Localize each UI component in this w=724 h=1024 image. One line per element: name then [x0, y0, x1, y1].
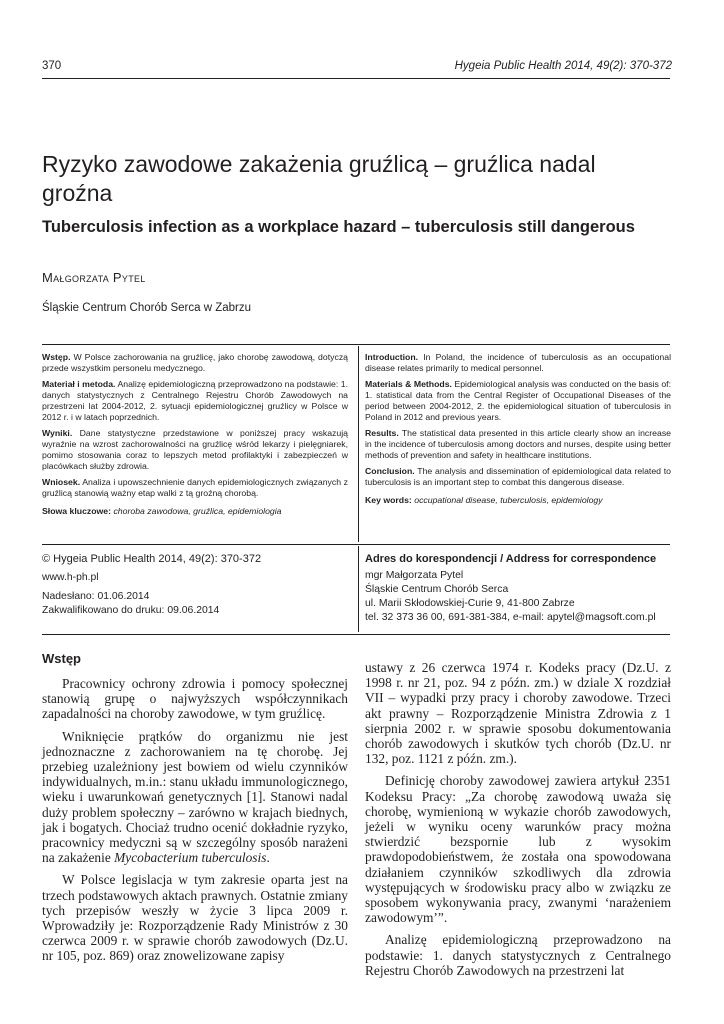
affiliation: Śląskie Centrum Chorób Serca w Zabrzu: [42, 302, 251, 314]
title-polish: Ryzyko zawodowe zakażenia gruźlicą – gruźlica nadal groźna: [42, 151, 596, 206]
website-link[interactable]: www.h-ph.pl: [42, 572, 99, 583]
correspondence-street: ul. Marii Skłodowskiej-Curie 9, 41-800 Zabrze: [365, 598, 575, 609]
correspondence-heading: Adres do korespondencji / Address for correspondence: [365, 553, 657, 565]
correspondence-info: [365, 552, 675, 625]
correspondence-name: mgr Małgorzata Pytel: [365, 570, 464, 581]
abstract-pl-intro: Wstęp. W Polsce zachorowania na gruźlicę, jako chorobę zawodową, dotyczą przede wszystkim personelu medycznego.: [42, 352, 348, 373]
abstract-en-methods: Materials & Methods. Epidemiological analysis was conducted on the basis of: 1. statistical data from the Central Register of Occupational Diseases of the period between 2004-2012, 2. the epidemiological situation of tuberculosis in Poland in 2012 and previous years.: [365, 379, 671, 422]
abstract-english: [365, 352, 671, 511]
info-bottom-rule: [42, 634, 670, 635]
abstract-pl-results: Wyniki. Dane statystyczne przedstawione w poniższej pracy wskazują wyraźnie na wzrost zachorowalności na gruźlicę wśród lekarzy i pielęgniarek, pomimo stosowania coraz to lepszych metod profilaktyki i zabezpieczeń w placówkach służby zdrowia.: [42, 428, 348, 471]
body-paragraph: Pracownicy ochrony zdrowia i pomocy społecznej stanowią grupę o najwyższych współczynnikach zapadalności na choroby zawodowe, w tym gruźlicę.: [42, 676, 348, 722]
accepted-date: Zakwalifikowano do druku: 09.06.2014: [42, 605, 220, 616]
body-paragraph: W Polsce legislacja w tym zakresie oparta jest na trzech podstawowych aktach prawnych. Ostatnie zmiany tych przepisów weszły w życie 3 lipca 2009 r. Wprowadziły je: Rozporządzenie Rady Ministrów z 30 czerwca 2009 r. w sprawie chorób zawodowych (Dz.U. nr 105, poz. 869) oraz znowelizowane zapisy: [42, 872, 348, 964]
correspondence-institution: Śląskie Centrum Chorób Serca: [365, 584, 509, 595]
abstract-top-rule: [42, 344, 670, 345]
body-column-right: [365, 660, 671, 985]
abstract-pl-conclusion: Wniosek. Analiza i upowszechnienie danych epidemiologicznych związanych z gruźlicą stanowią ważny etap walki z tą groźną chorobą.: [42, 477, 348, 498]
abstract-en-conclusion: Conclusion. The analysis and dissemination of epidemiological data related to tuberculosis is an important step to combat this dangerous disease.: [365, 466, 671, 487]
abstract-en-results: Results. The statistical data presented in this article clearly show an increase in the incidence of tuberculosis among doctors and nurses, despite using better methods of prevention and safety in healthcare institutions.: [365, 428, 671, 460]
body-column-left: [42, 676, 348, 971]
copyright-line: © Hygeia Public Health 2014, 49(2): 370-372: [42, 553, 262, 565]
author-name: Małgorzata Pytel: [42, 270, 146, 285]
publication-info: [42, 552, 348, 618]
body-paragraph: Definicję choroby zawodowej zawiera artykuł 2351 Kodeksu Pracy: „Za chorobę zawodową uważa się chorobę, wymienioną w wykazie chorób zawodowych, jeżeli w wyniku oceny warunków pracy można stwierdzić bezspornie lub z wysokim prawdopodobieństwem, że została ona spowodowana działaniem czynników szkodliwych dla zdrowia występujących w środowisku pracy albo w związku ze sposobem wykonywania pracy, zwanymi ‘narażeniem zawodowym’”.: [365, 773, 671, 926]
body-paragraph: Wniknięcie prątków do organizmu nie jest jednoznaczne z zachorowaniem na tę chorobę. Jej przebieg uzależniony jest bowiem od wielu czynników indywidualnych, m.in.: stanu układu immunologicznego, wieku i uwarunkowań genetycznych [1]. Stanowi nadal duży problem społeczny – zarówno w krajach biednych, jak i bogatych. Chociaż trudno ocenić dokładnie ryzyko, pracownicy medyczni są w szczególny sposób narażeni na zakażenie Mycobacterium tuberculosis.: [42, 728, 348, 866]
journal-citation: Hygeia Public Health 2014, 49(2): 370-372: [454, 60, 672, 72]
abstract-polish: [42, 352, 348, 522]
title-english: Tuberculosis infection as a workplace hazard – tuberculosis still dangerous: [42, 218, 635, 236]
body-paragraph: ustawy z 26 czerwca 1974 r. Kodeks pracy (Dz.U. z 1998 r. nr 21, poz. 94 z późn. zm.) w dziale X rozdział VII – wypadki przy pracy i choroby zawodowe. Trzeci akt prawny – Rozporządzenie Ministra Zdrowia z 1 sierpnia 2002 r. w sprawie sposobu dokumentowania chorób zawodowych i skutków tych chorób (Dz.U. nr 132, poz. 1121 z późn. zm.).: [365, 660, 671, 767]
keywords-pl: Słowa kluczowe: choroba zawodowa, gruźlica, epidemiologia: [42, 506, 282, 516]
header-rule: [42, 78, 670, 79]
body-paragraph: Analizę epidemiologiczną przeprowadzono na podstawie: 1. danych statystycznych z Centralnego Rejestru Chorób Zawodowych na przestrzeni lat: [365, 932, 671, 978]
abstract-column-divider: [358, 346, 359, 542]
abstract-pl-methods: Materiał i metoda. Analizę epidemiologiczną przeprowadzono na podstawie: 1. danych statystycznych z Centralnego Rejestru Chorób Zawodowych na przestrzeni lat 2004-2012, 2. sytuacji epidemiologicznej gruźlicy w Polsce w 2012 r. i w latach poprzednich.: [42, 379, 348, 422]
keywords-en: Key words: occupational disease, tuberculosis, epidemiology: [365, 495, 603, 505]
section-title: Wstęp: [42, 651, 81, 666]
correspondence-contact: tel. 32 373 36 00, 691-381-384, e-mail: apytel@magsoft.com.pl: [365, 612, 656, 623]
received-date: Nadesłano: 01.06.2014: [42, 591, 150, 602]
abstract-bottom-rule: [42, 544, 670, 545]
info-column-divider: [358, 546, 359, 632]
abstract-en-intro: Introduction. In Poland, the incidence of tuberculosis as an occupational disease relates primarily to medical personnel.: [365, 352, 671, 373]
page-number: 370: [42, 60, 62, 72]
